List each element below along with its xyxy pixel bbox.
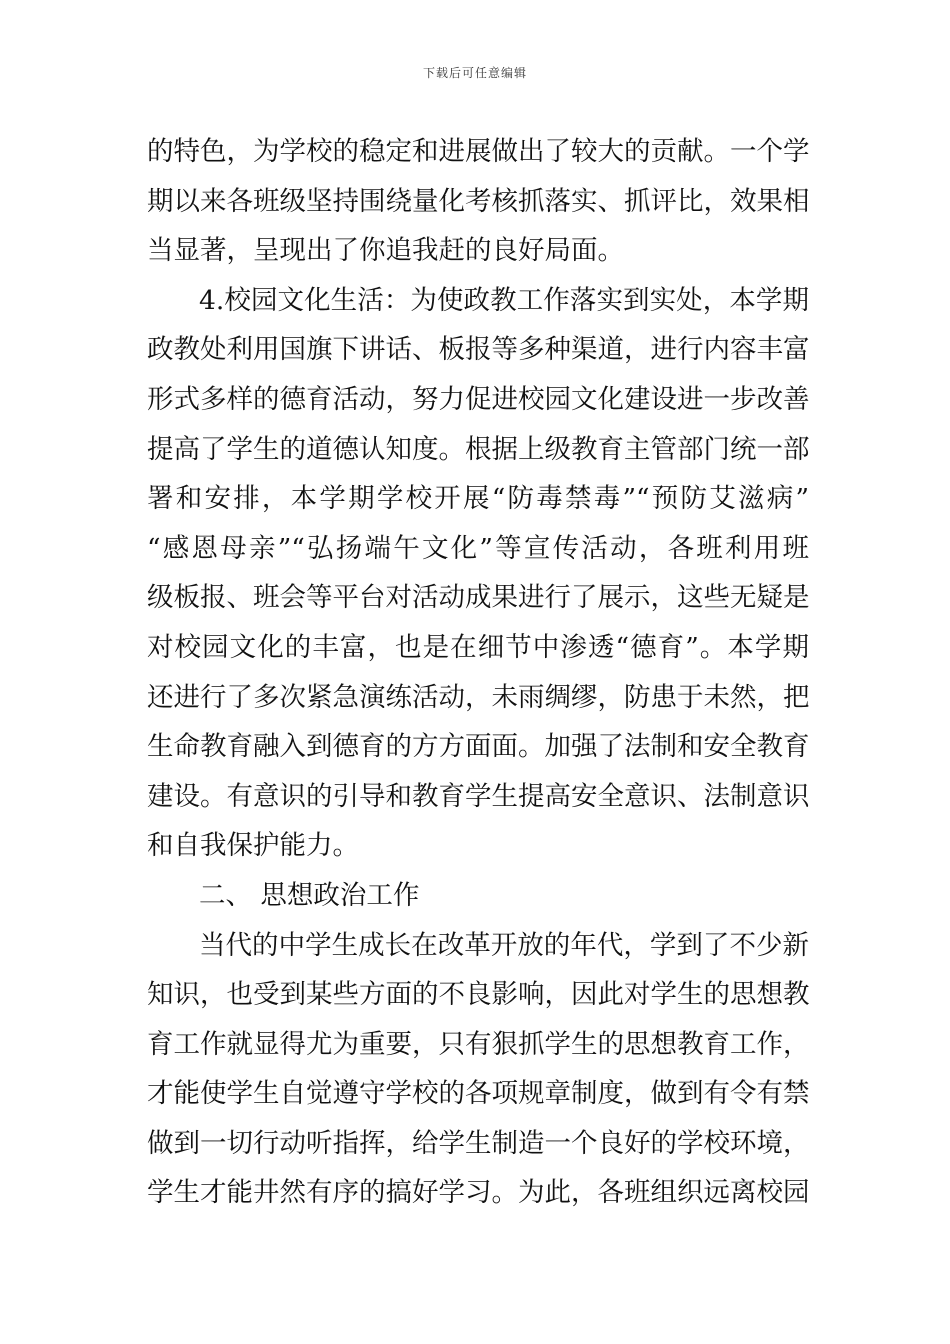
page-header: 下载后可任意编辑 — [422, 66, 527, 80]
text-line: 还进行了多次紧急演练活动，未雨绸缪，防患于未然，把 — [147, 681, 809, 713]
text-line: 知识，也受到某些方面的不良影响，因此对学生的思想教 — [147, 979, 809, 1011]
text-line: 级板报、班会等平台对活动成果进行了展示，这些无疑是 — [147, 582, 809, 614]
text-line: “感恩母亲”“弘扬端午文化”等宣传活动，各班利用班 — [147, 532, 809, 564]
text-line: 和自我保护能力。 — [147, 830, 359, 862]
text-line: 期以来各班级坚持围绕量化考核抓落实、抓评比，效果相 — [147, 185, 809, 217]
text-line: 才能使学生自觉遵守学校的各项规章制度，做到有令有禁 — [147, 1078, 809, 1110]
text-line: 育工作就显得尤为重要，只有狠抓学生的思想教育工作， — [147, 1028, 809, 1060]
section-heading: 二、 思想政治工作 — [199, 879, 420, 911]
text-line: 署和安排，本学期学校开展“防毒禁毒”“预防艾滋病” — [147, 483, 809, 515]
text-line: 当代的中学生成长在改革开放的年代，学到了不少新 — [199, 929, 809, 961]
text-line: 形式多样的德育活动，努力促进校园文化建设进一步改善 — [147, 383, 809, 415]
document-body — [147, 127, 809, 1218]
text-line: 生命教育融入到德育的方方面面。加强了法制和安全教育 — [147, 731, 809, 763]
text-line: 对校园文化的丰富，也是在细节中渗透“德育”。本学期 — [147, 631, 809, 663]
text-line: 的特色，为学校的稳定和进展做出了较大的贡献。一个学 — [147, 136, 809, 167]
text-line: 建设。有意识的引导和教育学生提高安全意识、法制意识 — [147, 780, 809, 812]
text-line: 当显著，呈现出了你追我赶的良好局面。 — [147, 235, 624, 267]
text-line: 做到一切行动听指挥，给学生制造一个良好的学校环境， — [147, 1127, 809, 1159]
text-line: 学生才能井然有序的搞好学习。为此，各班组织远离校园 — [147, 1177, 809, 1209]
text-line: 4.校园文化生活：为使政教工作落实到实处，本学期 — [199, 284, 809, 316]
text-line: 提高了学生的道德认知度。根据上级教育主管部门统一部 — [147, 433, 809, 465]
text-line: 政教处利用国旗下讲话、板报等多种渠道，进行内容丰富 — [147, 334, 809, 366]
